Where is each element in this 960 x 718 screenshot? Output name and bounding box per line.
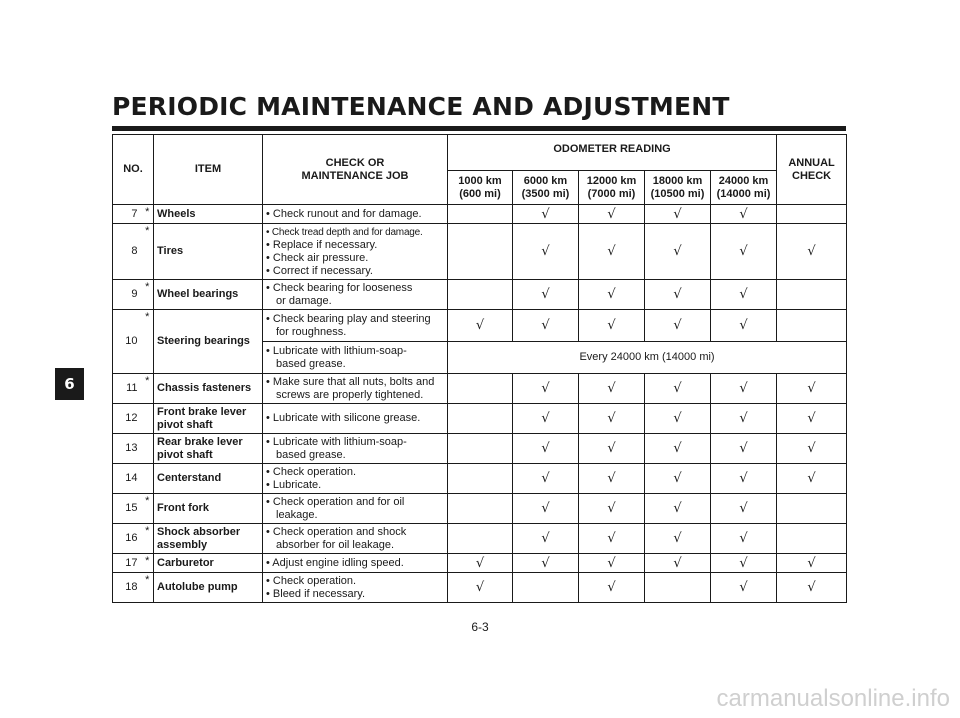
odometer-check-cell: √	[579, 205, 645, 224]
job-line: • Check runout and for damage.	[266, 207, 422, 220]
row-job	[263, 342, 448, 374]
row-job	[263, 554, 448, 573]
job-line: • Lubricate with lithium-soap-	[266, 435, 407, 448]
odometer-check-cell: √	[513, 374, 579, 404]
table-row	[113, 205, 847, 224]
job-line: • Bleed if necessary.	[266, 587, 366, 600]
header-annual-line: CHECK	[792, 169, 832, 182]
job-line: • Replace if necessary.	[266, 238, 378, 251]
odometer-km: 12000 km	[586, 174, 637, 187]
job-line: • Lubricate.	[266, 478, 322, 491]
job-line: or damage.	[276, 294, 332, 307]
annual-check-cell	[777, 494, 847, 524]
row-item-line: pivot shaft	[157, 418, 213, 431]
page-title: PERIODIC MAINTENANCE AND ADJUSTMENT	[112, 92, 730, 121]
row-item: Chassis fasteners	[154, 374, 263, 404]
odometer-check-cell: √	[513, 205, 579, 224]
odometer-header	[711, 171, 777, 205]
row-item-line: Front brake lever	[157, 405, 247, 418]
odometer-check-cell	[448, 374, 513, 404]
row-job	[263, 494, 448, 524]
job-line: • Check operation and for oil	[266, 495, 405, 508]
odometer-check-cell	[645, 573, 711, 603]
periodic-star: *	[142, 494, 154, 524]
odometer-km: 1000 km	[458, 174, 502, 187]
job-line: • Make sure that all nuts, bolts and	[266, 375, 435, 388]
periodic-star: *	[142, 310, 154, 374]
odometer-check-cell: √	[579, 554, 645, 573]
periodic-star: *	[142, 374, 154, 404]
row-item: Wheels	[154, 205, 263, 224]
odometer-check-cell: √	[513, 464, 579, 494]
odometer-km: 24000 km	[718, 174, 769, 187]
odometer-check-cell: √	[579, 280, 645, 310]
odometer-check-cell: √	[513, 404, 579, 434]
job-line: • Adjust engine idling speed.	[266, 556, 404, 569]
periodic-star	[142, 434, 154, 464]
table-row	[113, 434, 847, 464]
row-number: 16	[113, 524, 142, 554]
odometer-header	[645, 171, 711, 205]
periodic-star: *	[142, 280, 154, 310]
odometer-check-cell: √	[513, 554, 579, 573]
row-item: Steering bearings	[154, 310, 263, 374]
header-odometer: ODOMETER READING	[448, 135, 777, 171]
odometer-check-cell: √	[711, 573, 777, 603]
row-job	[263, 404, 448, 434]
annual-check-cell: √	[777, 224, 847, 280]
odometer-mi: (14000 mi)	[716, 187, 771, 200]
odometer-header	[513, 171, 579, 205]
row-job	[263, 205, 448, 224]
job-line: • Check operation.	[266, 465, 357, 478]
table-row	[113, 524, 847, 554]
row-job	[263, 464, 448, 494]
row-item-line: pivot shaft	[157, 448, 213, 461]
row-item: Front fork	[154, 494, 263, 524]
odometer-check-cell: √	[579, 404, 645, 434]
odometer-check-cell: √	[513, 434, 579, 464]
job-line: based grease.	[276, 357, 346, 370]
odometer-check-cell: √	[579, 224, 645, 280]
maintenance-table	[112, 134, 847, 603]
odometer-check-cell	[448, 434, 513, 464]
job-line: • Lubricate with silicone grease.	[266, 412, 421, 424]
odometer-check-cell: √	[645, 205, 711, 224]
job-line: • Check bearing for looseness	[266, 281, 413, 294]
odometer-check-cell: √	[711, 205, 777, 224]
odometer-check-cell: √	[579, 573, 645, 603]
odometer-check-cell: √	[448, 554, 513, 573]
job-line: • Correct if necessary.	[266, 264, 373, 277]
odometer-check-cell: √	[448, 573, 513, 603]
annual-check-cell: √	[777, 374, 847, 404]
row-number: 11	[113, 374, 142, 404]
row-item-line: assembly	[157, 538, 208, 551]
row-number: 13	[113, 434, 142, 464]
odometer-check-cell: √	[645, 224, 711, 280]
table-row	[113, 224, 847, 280]
header-job	[263, 135, 448, 205]
watermark: carmanualsonline.info	[716, 685, 950, 712]
row-job	[263, 310, 448, 342]
annual-check-cell: √	[777, 404, 847, 434]
odometer-check-cell	[448, 280, 513, 310]
odometer-check-cell: √	[711, 434, 777, 464]
annual-check-cell: √	[777, 573, 847, 603]
row-item: Autolube pump	[154, 573, 263, 603]
odometer-mi: (10500 mi)	[650, 187, 705, 200]
row-number: 17	[113, 554, 142, 573]
job-line: • Check bearing play and steering	[266, 312, 431, 325]
header-job-line: MAINTENANCE JOB	[301, 169, 409, 182]
row-job	[263, 524, 448, 554]
odometer-check-cell: √	[579, 464, 645, 494]
annual-check-cell	[777, 310, 847, 342]
row-item-line: Shock absorber	[157, 525, 241, 538]
row-number: 14	[113, 464, 142, 494]
odometer-check-cell: √	[645, 524, 711, 554]
row-number: 12	[113, 404, 142, 434]
table-row	[113, 464, 847, 494]
row-item	[154, 434, 263, 464]
odometer-km: 18000 km	[652, 174, 703, 187]
chapter-tab: 6	[55, 368, 84, 400]
odometer-check-cell: √	[579, 494, 645, 524]
header-no: NO.	[113, 135, 154, 205]
annual-check-cell: √	[777, 464, 847, 494]
annual-check-cell	[777, 524, 847, 554]
job-line: • Check operation.	[266, 574, 357, 587]
table-row	[113, 573, 847, 603]
annual-check-cell: √	[777, 434, 847, 464]
odometer-check-cell: √	[645, 404, 711, 434]
odometer-check-cell: √	[645, 494, 711, 524]
odometer-check-cell: √	[711, 404, 777, 434]
annual-check-cell	[777, 280, 847, 310]
job-line: • Check operation and shock	[266, 525, 407, 538]
row-item-line: Rear brake lever	[157, 435, 243, 448]
periodic-star: *	[142, 524, 154, 554]
header-item: ITEM	[154, 135, 263, 205]
odometer-check-cell: √	[513, 280, 579, 310]
row-job	[263, 434, 448, 464]
row-number: 8	[113, 224, 142, 280]
odometer-check-cell: √	[579, 374, 645, 404]
odometer-check-cell: √	[645, 310, 711, 342]
periodic-star	[142, 404, 154, 434]
odometer-check-cell: √	[645, 280, 711, 310]
header-annual	[777, 135, 847, 205]
row-item: Centerstand	[154, 464, 263, 494]
odometer-header	[448, 171, 513, 205]
periodic-star: *	[142, 205, 154, 224]
row-job	[263, 224, 448, 280]
table-row	[113, 280, 847, 310]
title-rule	[112, 126, 846, 131]
row-number: 10	[113, 310, 142, 374]
odometer-check-cell: √	[513, 310, 579, 342]
job-line: leakage.	[276, 508, 318, 521]
table-row	[113, 494, 847, 524]
row-item: Wheel bearings	[154, 280, 263, 310]
job-line: absorber for oil leakage.	[276, 538, 395, 551]
odometer-check-cell: √	[711, 554, 777, 573]
row-job	[263, 280, 448, 310]
odometer-check-cell: √	[645, 554, 711, 573]
job-line: • Lubricate with lithium-soap-	[266, 344, 407, 357]
odometer-check-cell: √	[513, 494, 579, 524]
row-item: Tires	[154, 224, 263, 280]
odometer-check-cell	[448, 224, 513, 280]
odometer-check-cell: √	[513, 524, 579, 554]
interval-note: Every 24000 km (14000 mi)	[448, 342, 847, 374]
odometer-check-cell: √	[711, 524, 777, 554]
periodic-star: *	[142, 554, 154, 573]
row-job	[263, 573, 448, 603]
odometer-mi: (600 mi)	[459, 187, 501, 200]
row-number: 9	[113, 280, 142, 310]
odometer-check-cell	[448, 464, 513, 494]
page-number: 6-3	[471, 620, 489, 634]
odometer-km: 6000 km	[523, 174, 568, 187]
odometer-check-cell: √	[711, 464, 777, 494]
annual-check-cell	[777, 205, 847, 224]
job-line: • Check tread depth and for damage.	[266, 226, 423, 238]
table-row	[113, 404, 847, 434]
row-number: 15	[113, 494, 142, 524]
odometer-check-cell: √	[711, 280, 777, 310]
header-annual-line: ANNUAL	[788, 156, 835, 169]
odometer-check-cell: √	[579, 524, 645, 554]
periodic-star: *	[142, 224, 154, 280]
row-item	[154, 404, 263, 434]
row-number: 18	[113, 573, 142, 603]
odometer-check-cell: √	[579, 310, 645, 342]
odometer-check-cell	[513, 573, 579, 603]
odometer-check-cell: √	[711, 224, 777, 280]
row-number: 7	[113, 205, 142, 224]
header-job-line: CHECK OR	[325, 156, 385, 169]
periodic-star	[142, 464, 154, 494]
table-row	[113, 554, 847, 573]
odometer-check-cell: √	[711, 494, 777, 524]
odometer-check-cell: √	[645, 374, 711, 404]
row-job	[263, 374, 448, 404]
table-row	[113, 374, 847, 404]
odometer-check-cell: √	[645, 434, 711, 464]
odometer-check-cell: √	[579, 434, 645, 464]
odometer-header	[579, 171, 645, 205]
odometer-check-cell: √	[448, 310, 513, 342]
odometer-check-cell	[448, 404, 513, 434]
periodic-star: *	[142, 573, 154, 603]
odometer-check-cell	[448, 205, 513, 224]
odometer-check-cell: √	[645, 464, 711, 494]
odometer-mi: (7000 mi)	[587, 187, 636, 200]
row-item: Carburetor	[154, 554, 263, 573]
odometer-check-cell: √	[711, 374, 777, 404]
job-line: for roughness.	[276, 325, 347, 338]
job-line: screws are properly tightened.	[276, 388, 424, 401]
job-line: • Check air pressure.	[266, 251, 369, 264]
row-item	[154, 524, 263, 554]
annual-check-cell: √	[777, 554, 847, 573]
odometer-check-cell	[448, 524, 513, 554]
table-row	[113, 310, 847, 342]
odometer-check-cell	[448, 494, 513, 524]
job-line: based grease.	[276, 448, 346, 461]
odometer-check-cell: √	[711, 310, 777, 342]
odometer-check-cell: √	[513, 224, 579, 280]
odometer-mi: (3500 mi)	[521, 187, 570, 200]
